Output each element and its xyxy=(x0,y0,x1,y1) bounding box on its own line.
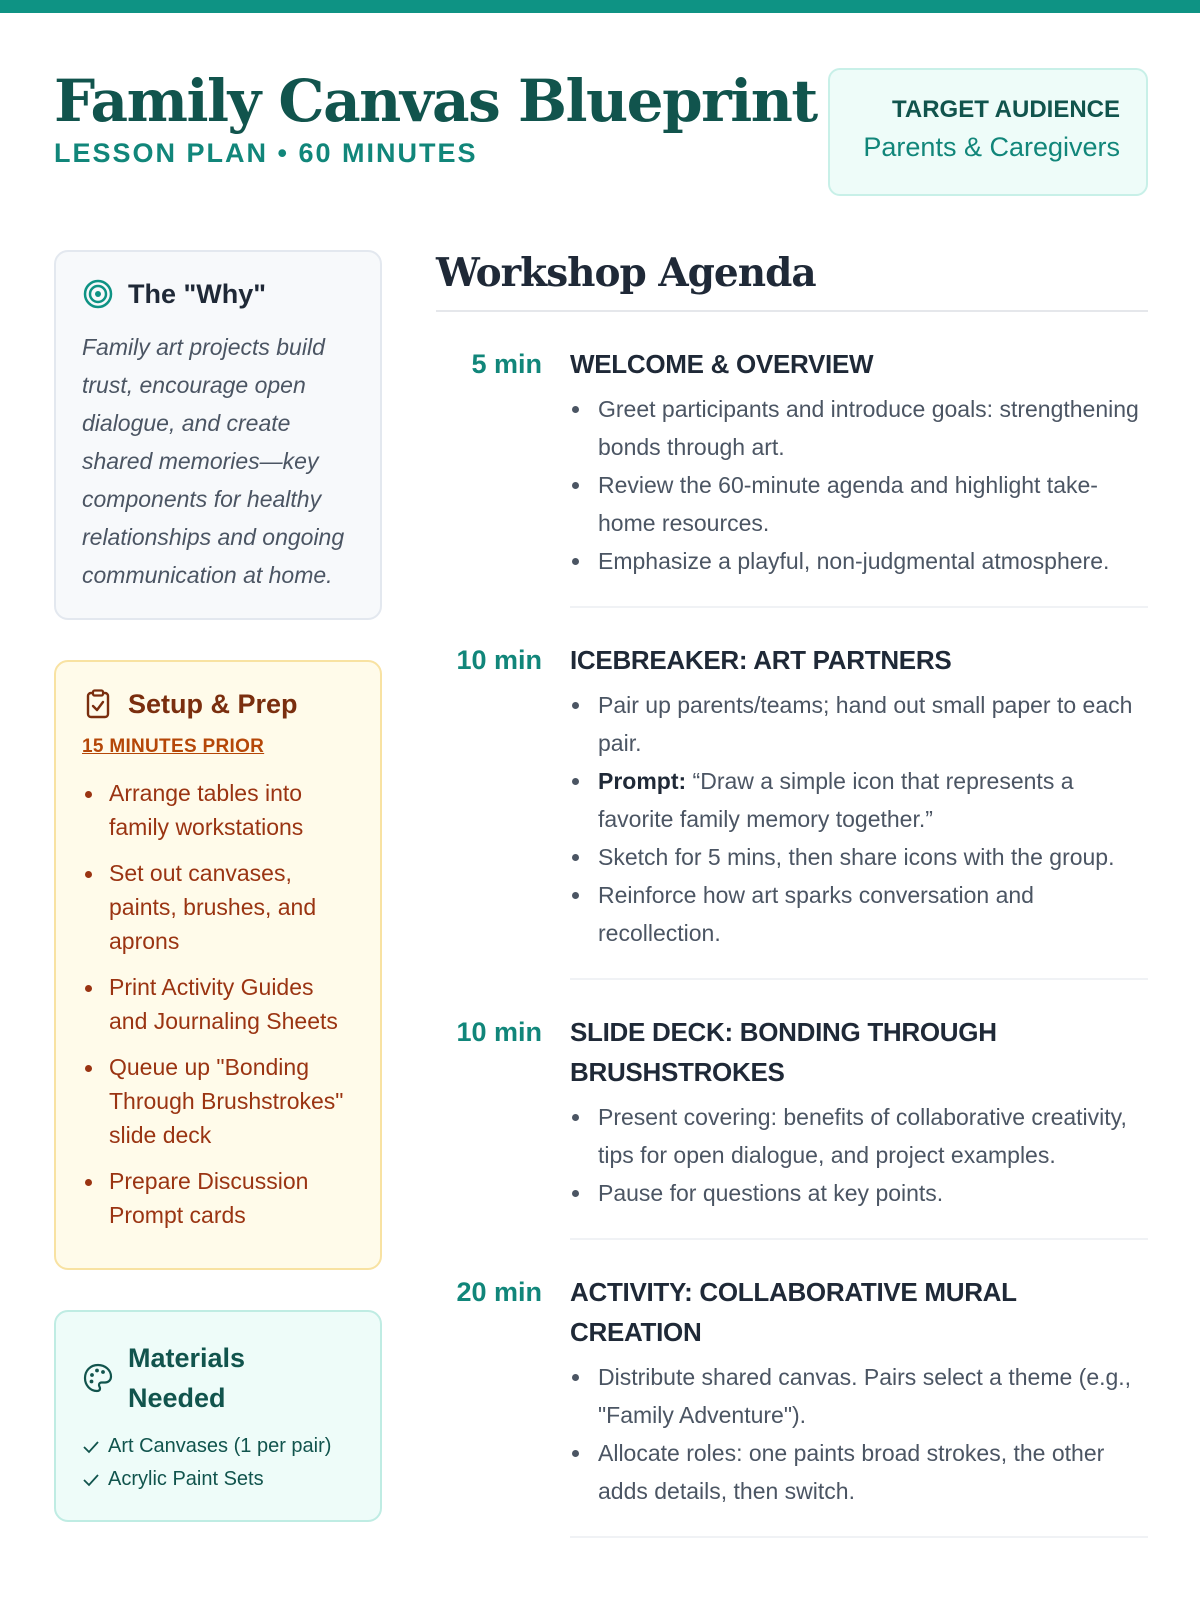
agenda-bullet-list xyxy=(570,686,1148,952)
agenda-section-duration: 20 min xyxy=(456,1277,542,1307)
agenda-section-duration: 10 min xyxy=(456,645,542,675)
prep-card xyxy=(54,660,382,1270)
list-item xyxy=(570,390,1148,466)
prep-card-header xyxy=(82,688,354,720)
list-item: Set out canvases, paints, brushes, and aprons xyxy=(82,856,354,958)
agenda-title: Workshop Agenda xyxy=(436,250,1148,312)
bullet-text: Greet participants and introduce goals: strengthening bonds through art. xyxy=(598,396,1139,460)
why-card-title: The "Why" xyxy=(128,278,267,309)
agenda-section-duration: 5 min xyxy=(471,349,542,379)
materials-card-title: Materials Needed xyxy=(128,1343,246,1413)
list-item: Queue up "Bonding Through Brushstrokes" slide deck xyxy=(82,1050,354,1152)
agenda-section-body xyxy=(570,640,1148,980)
agenda-section-title: ICEBREAKER: ART PARTNERS xyxy=(570,645,952,675)
page-title: Family Canvas Blueprint xyxy=(54,67,817,135)
bullet-text: Pair up parents/teams; hand out small paper to each pair. xyxy=(598,692,1133,756)
list-item: Print Activity Guides and Journaling Sheets xyxy=(82,970,354,1038)
bullet-text: Pause for questions at key points. xyxy=(598,1180,944,1206)
list-item xyxy=(570,1358,1148,1434)
bullet-text: “Draw a simple icon that represents a favorite family memory together.” xyxy=(598,768,1074,832)
bullet-lead: Prompt: xyxy=(598,768,687,794)
list-item xyxy=(570,1098,1148,1174)
materials-card xyxy=(54,1310,382,1522)
agenda-bullet-list xyxy=(570,1098,1148,1212)
check-icon xyxy=(82,1471,100,1489)
list-item xyxy=(570,466,1148,542)
clipboard-check-icon xyxy=(82,688,114,720)
list-item xyxy=(570,838,1148,876)
check-icon xyxy=(82,1438,100,1456)
top-accent-bar xyxy=(0,0,1200,13)
agenda-section xyxy=(436,312,1148,608)
list-item xyxy=(570,1174,1148,1212)
agenda-section-body xyxy=(570,1012,1148,1240)
materials-list xyxy=(82,1430,354,1496)
why-card xyxy=(54,250,382,620)
bullet-text: Allocate roles: one paints broad strokes, the other adds details, then switch. xyxy=(598,1440,1105,1504)
bullet-text: Emphasize a playful, non-judgmental atmosphere. xyxy=(598,548,1110,574)
list-item xyxy=(570,542,1148,580)
material-label: Acrylic Paint Sets xyxy=(108,1468,264,1490)
page-header xyxy=(54,66,1148,206)
prep-card-title: Setup & Prep xyxy=(128,688,298,719)
target-audience-box xyxy=(828,68,1148,196)
agenda-section-title: WELCOME & OVERVIEW xyxy=(570,349,874,379)
agenda-section-body xyxy=(570,344,1148,608)
list-item xyxy=(570,1434,1148,1510)
agenda-section xyxy=(436,1240,1148,1538)
agenda-section-title: SLIDE DECK: BONDING THROUGH BRUSHSTROKES xyxy=(570,1017,997,1087)
prep-list xyxy=(82,776,354,1232)
list-item xyxy=(570,686,1148,762)
agenda-bullet-list xyxy=(570,390,1148,580)
agenda-bullet-list xyxy=(570,1358,1148,1510)
palette-icon xyxy=(82,1362,114,1394)
agenda-section xyxy=(436,608,1148,980)
bullet-text: Distribute shared canvas. Pairs select a theme (e.g., "Family Adventure"). xyxy=(598,1364,1132,1428)
bullet-text: Sketch for 5 mins, then share icons with the group. xyxy=(598,844,1115,870)
agenda-section xyxy=(436,980,1148,1240)
list-item xyxy=(570,762,1148,838)
agenda-panel xyxy=(436,250,1148,1538)
list-item xyxy=(82,1463,354,1496)
target-audience-label: TARGET AUDIENCE xyxy=(892,96,1120,123)
target-icon xyxy=(82,278,114,310)
sidebar xyxy=(54,250,382,1562)
materials-card-header xyxy=(82,1338,354,1418)
list-item: Arrange tables into family workstations xyxy=(82,776,354,844)
why-card-text: Family art projects build trust, encourage open dialogue, and create shared memories—key components for healthy relationships and ongoing communication at home. xyxy=(82,334,345,588)
page-subtitle: LESSON PLAN • 60 MINUTES xyxy=(54,138,478,168)
list-item xyxy=(570,876,1148,952)
why-card-header xyxy=(82,278,354,310)
list-item xyxy=(82,1430,354,1463)
agenda-sections xyxy=(436,312,1148,1538)
agenda-section-body xyxy=(570,1272,1148,1538)
target-audience-value: Parents & Caregivers xyxy=(863,132,1120,162)
material-label: Art Canvases (1 per pair) xyxy=(108,1435,332,1457)
prep-card-subtitle: 15 MINUTES PRIOR xyxy=(82,736,265,757)
agenda-section-duration: 10 min xyxy=(456,1017,542,1047)
agenda-section-title: ACTIVITY: COLLABORATIVE MURAL CREATION xyxy=(570,1277,1017,1347)
bullet-text: Present covering: benefits of collaborative creativity, tips for open dialogue, and project examples. xyxy=(598,1104,1127,1168)
list-item: Prepare Discussion Prompt cards xyxy=(82,1164,354,1232)
bullet-text: Review the 60-minute agenda and highlight take-home resources. xyxy=(598,472,1098,536)
bullet-text: Reinforce how art sparks conversation and recollection. xyxy=(598,882,1034,946)
